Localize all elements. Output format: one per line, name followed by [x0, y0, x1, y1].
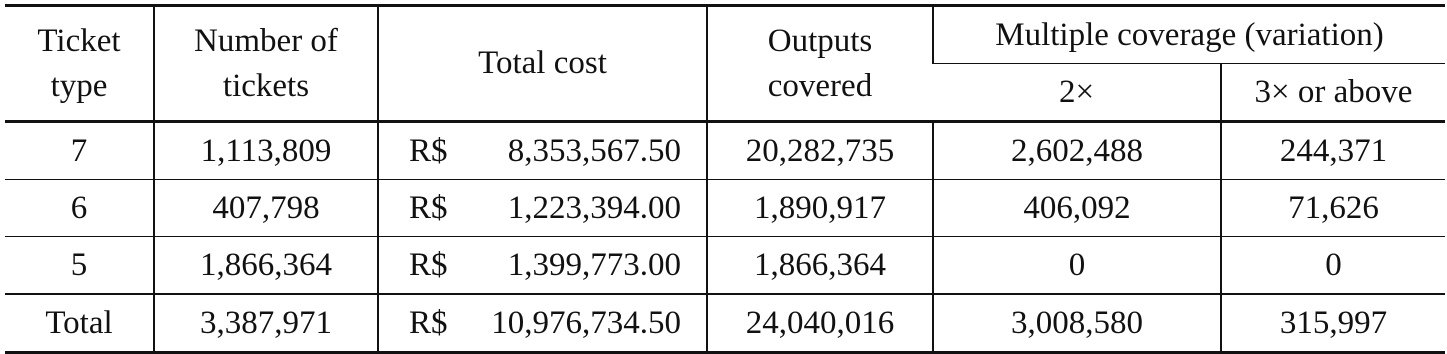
header-coverage-2x: 2×	[933, 64, 1221, 122]
cell-type: 6	[5, 180, 154, 237]
cell-cost	[378, 237, 707, 295]
cost-value: 1,223,394.00	[507, 189, 681, 226]
cell-coverage-2x: 0	[933, 237, 1221, 295]
table-body	[5, 122, 1445, 353]
currency-label: R$	[409, 246, 448, 283]
header-multiple-coverage: Multiple coverage (variation)	[933, 6, 1445, 64]
table-row	[5, 122, 1445, 180]
cell-type: 5	[5, 237, 154, 295]
header-coverage-3x: 3× or above	[1221, 64, 1445, 122]
table-row-total	[5, 294, 1445, 353]
header-outputs-covered: Outputs covered	[707, 6, 933, 122]
cell-outputs: 24,040,016	[707, 294, 933, 353]
cell-tickets: 3,387,971	[154, 294, 378, 353]
cell-cost	[378, 122, 707, 180]
currency-label: R$	[409, 304, 448, 341]
cell-outputs: 1,890,917	[707, 180, 933, 237]
ticket-coverage-table	[5, 4, 1445, 354]
cell-type: Total	[5, 294, 154, 353]
cost-value: 8,353,567.50	[507, 132, 681, 169]
cell-outputs: 1,866,364	[707, 237, 933, 295]
cell-type: 7	[5, 122, 154, 180]
cell-cost	[378, 180, 707, 237]
table-row	[5, 180, 1445, 237]
header-number-of-tickets: Number of tickets	[154, 6, 378, 122]
cell-coverage-3x: 71,626	[1221, 180, 1445, 237]
cost-value: 1,399,773.00	[507, 246, 681, 283]
table-row	[5, 237, 1445, 295]
cost-value: 10,976,734.50	[491, 304, 681, 341]
header-ticket-type: Ticket type	[5, 6, 154, 122]
cell-coverage-3x: 0	[1221, 237, 1445, 295]
currency-label: R$	[409, 132, 448, 169]
cell-coverage-3x: 315,997	[1221, 294, 1445, 353]
table-header	[5, 6, 1445, 122]
cell-outputs: 20,282,735	[707, 122, 933, 180]
cell-coverage-2x: 406,092	[933, 180, 1221, 237]
cell-coverage-3x: 244,371	[1221, 122, 1445, 180]
cell-tickets: 1,113,809	[154, 122, 378, 180]
cell-cost	[378, 294, 707, 353]
cell-coverage-2x: 2,602,488	[933, 122, 1221, 180]
cell-tickets: 1,866,364	[154, 237, 378, 295]
cell-coverage-2x: 3,008,580	[933, 294, 1221, 353]
currency-label: R$	[409, 189, 448, 226]
cell-tickets: 407,798	[154, 180, 378, 237]
header-total-cost: Total cost	[378, 6, 707, 122]
